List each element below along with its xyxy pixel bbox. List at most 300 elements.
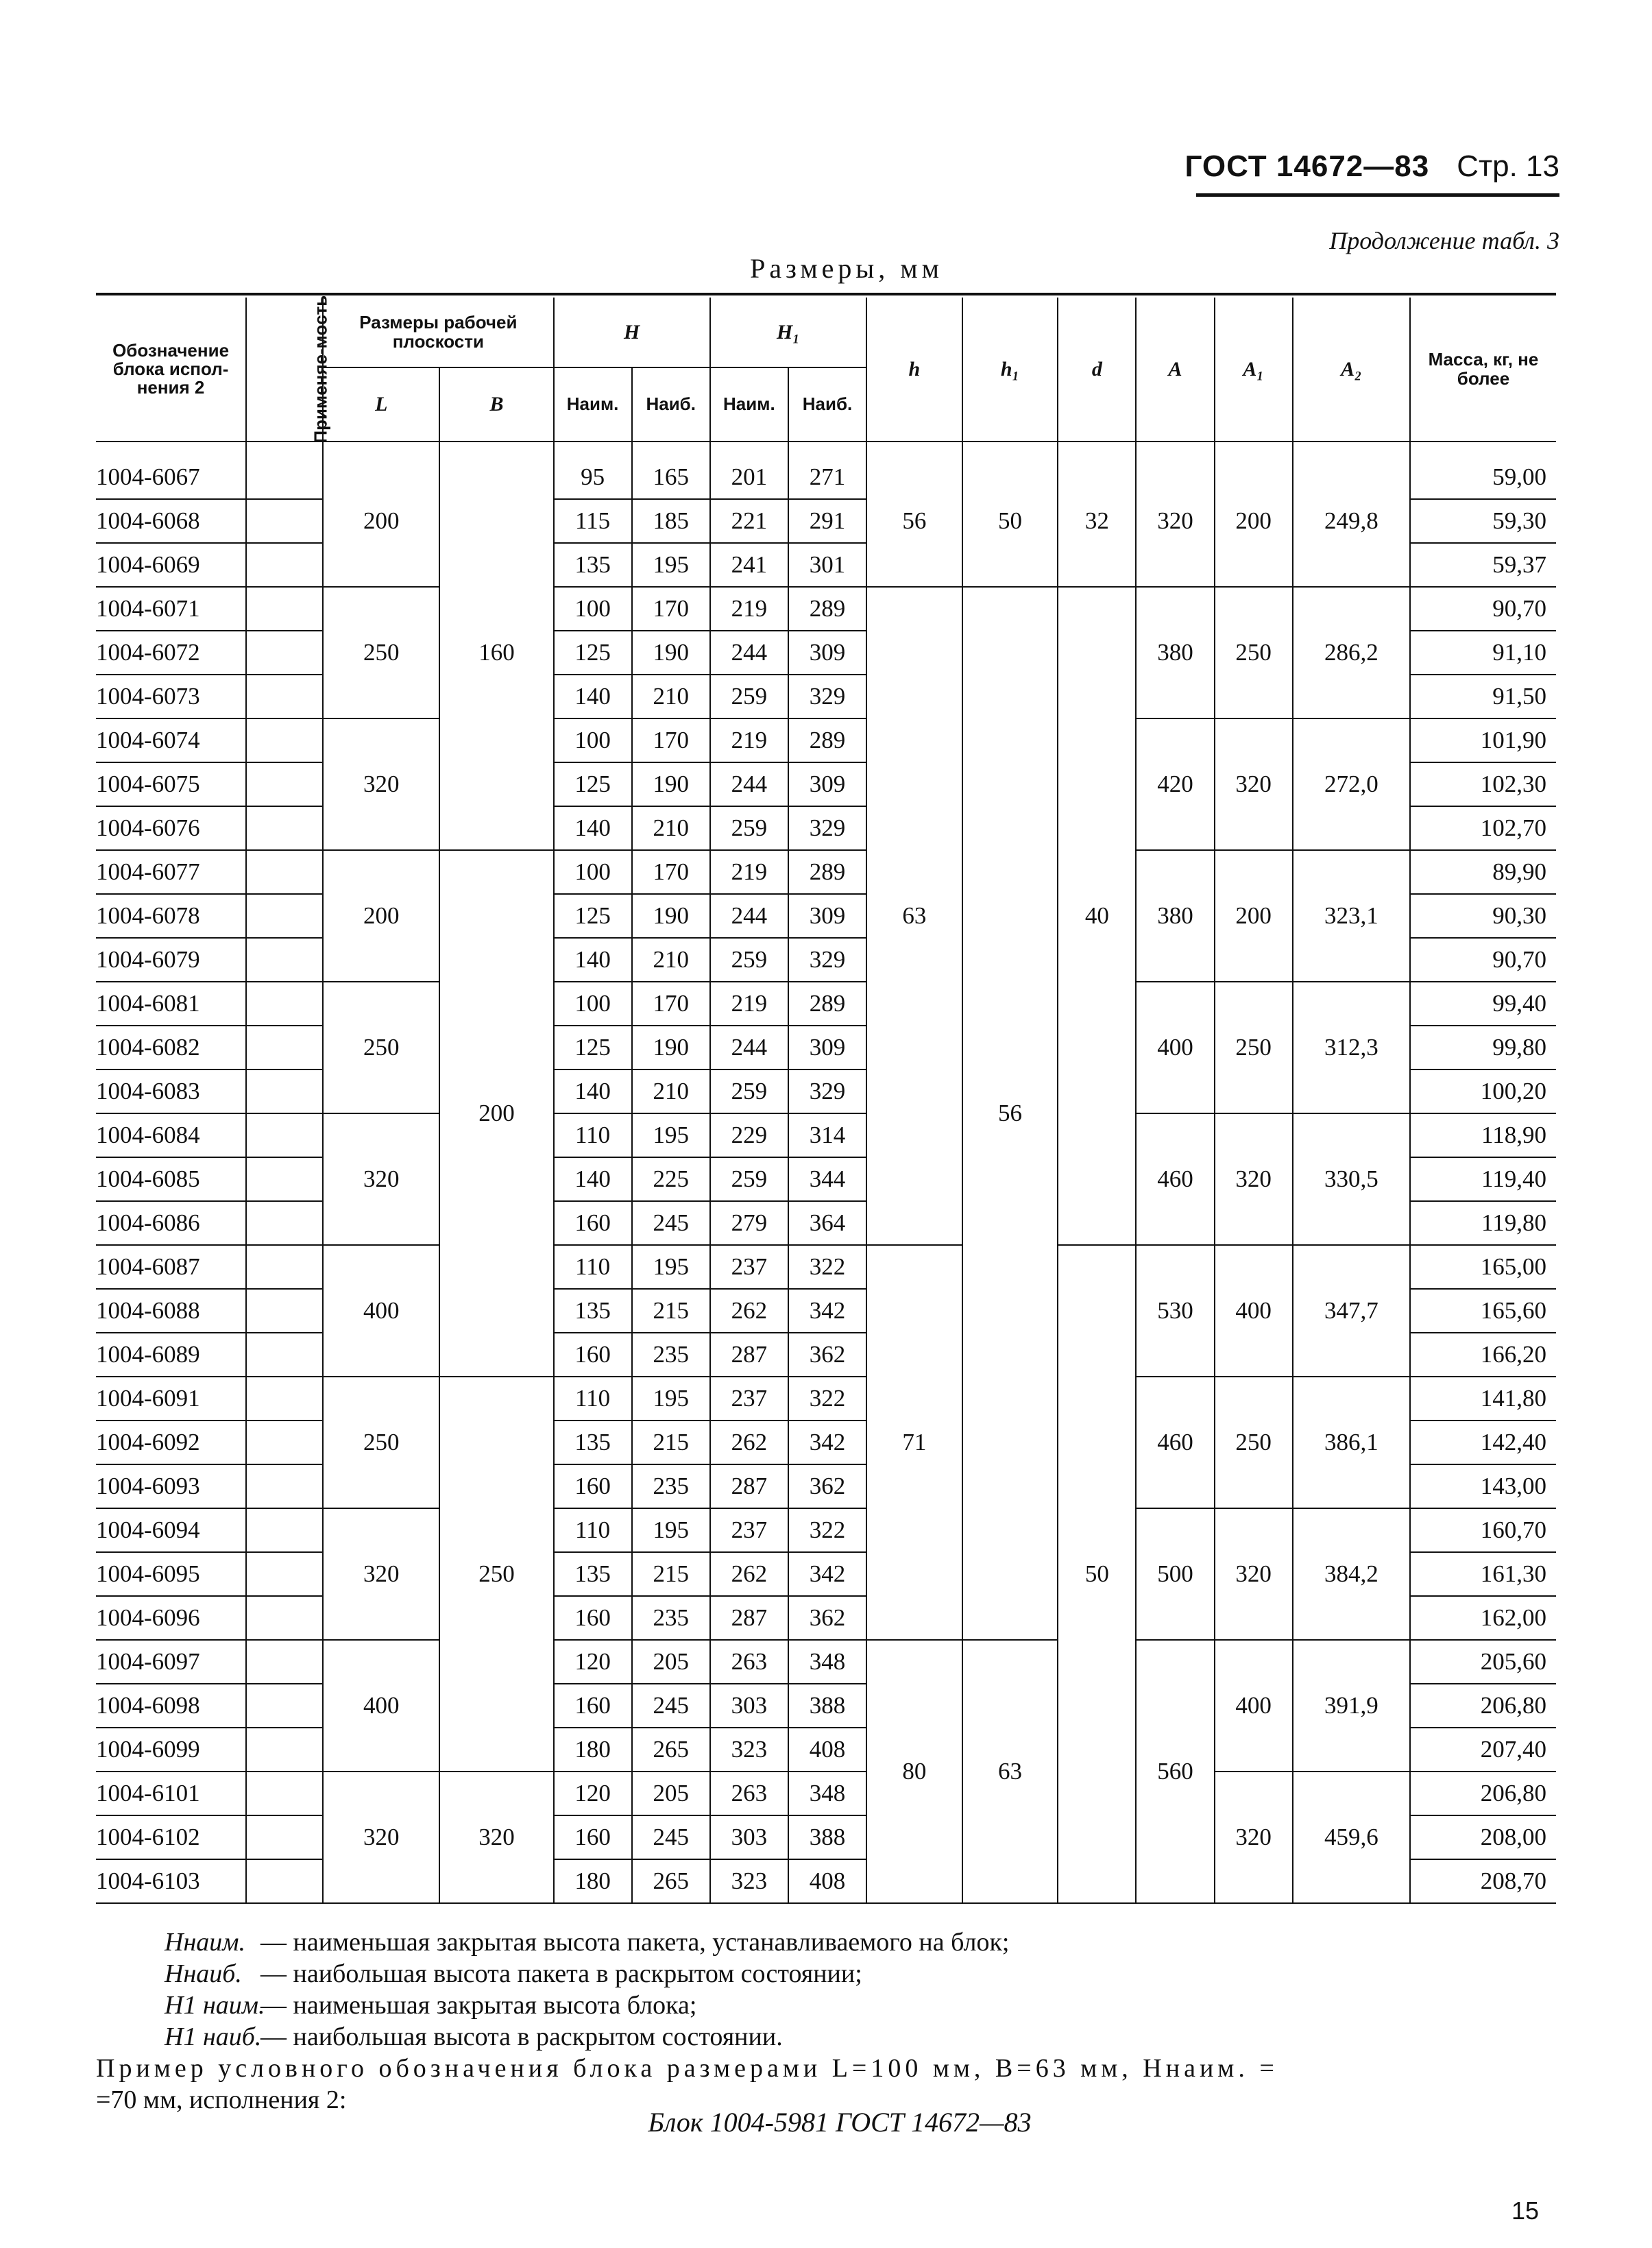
col-H-max: Наиб. xyxy=(632,367,710,442)
H1-max-cell: 329 xyxy=(788,675,866,718)
designation-cell: 1004-6092 xyxy=(96,1421,246,1464)
mass-cell: 91,10 xyxy=(1410,631,1556,675)
H-max-cell: 215 xyxy=(632,1552,710,1596)
applicability-cell xyxy=(246,1201,323,1245)
H1-max-cell: 301 xyxy=(788,543,866,587)
H1-max-cell: 329 xyxy=(788,938,866,982)
H1-min-cell: 221 xyxy=(710,499,788,543)
H1-max-cell: 348 xyxy=(788,1772,866,1815)
designation-cell: 1004-6068 xyxy=(96,499,246,543)
H1-min-cell: 237 xyxy=(710,1508,788,1552)
H1-max-cell: 289 xyxy=(788,982,866,1026)
h-cell: 80 xyxy=(866,1640,962,1903)
H1-min-cell: 219 xyxy=(710,850,788,894)
designation-cell: 1004-6081 xyxy=(96,982,246,1026)
H1-min-cell: 259 xyxy=(710,675,788,718)
header-spacer-row xyxy=(96,442,1556,456)
H1-max-cell: 289 xyxy=(788,587,866,631)
designation-cell: 1004-6087 xyxy=(96,1245,246,1289)
L-cell: 400 xyxy=(323,1245,439,1377)
applicability-cell xyxy=(246,982,323,1026)
H1-max-cell: 408 xyxy=(788,1728,866,1772)
mass-cell: 100,20 xyxy=(1410,1069,1556,1113)
B-cell: 160 xyxy=(439,456,553,850)
H1-min-cell: 287 xyxy=(710,1464,788,1508)
H-min-cell: 100 xyxy=(554,850,632,894)
designation-cell: 1004-6076 xyxy=(96,806,246,850)
A-cell: 460 xyxy=(1136,1377,1214,1508)
A1-cell: 320 xyxy=(1215,718,1293,850)
A2-cell: 391,9 xyxy=(1293,1640,1410,1772)
h1-cell: 50 xyxy=(962,456,1058,587)
H1-max-cell: 314 xyxy=(788,1113,866,1157)
applicability-cell xyxy=(246,1245,323,1289)
d-cell: 32 xyxy=(1058,456,1136,587)
H-max-cell: 170 xyxy=(632,587,710,631)
designation-cell: 1004-6075 xyxy=(96,762,246,806)
A-cell: 320 xyxy=(1136,456,1214,587)
table-row xyxy=(96,718,1556,762)
mass-cell: 101,90 xyxy=(1410,718,1556,762)
mass-cell: 59,00 xyxy=(1410,456,1556,499)
header-underline xyxy=(1196,193,1559,197)
A-cell: 500 xyxy=(1136,1508,1214,1640)
col-H-min: Наим. xyxy=(554,367,632,442)
H-min-cell: 100 xyxy=(554,587,632,631)
applicability-cell xyxy=(246,938,323,982)
col-applicability: Применяе-мость xyxy=(246,298,323,442)
B-cell: 200 xyxy=(439,850,553,1377)
applicability-cell xyxy=(246,675,323,718)
H1-max-cell: 291 xyxy=(788,499,866,543)
H1-min-cell: 244 xyxy=(710,894,788,938)
H-min-cell: 180 xyxy=(554,1859,632,1903)
L-cell: 320 xyxy=(323,718,439,850)
A1-cell: 400 xyxy=(1215,1245,1293,1377)
col-work-surface: Размеры рабочей плоскости xyxy=(323,298,553,367)
H-max-cell: 210 xyxy=(632,938,710,982)
H1-max-cell: 271 xyxy=(788,456,866,499)
table-row xyxy=(96,1508,1556,1552)
designation-cell: 1004-6101 xyxy=(96,1772,246,1815)
applicability-cell xyxy=(246,762,323,806)
col-H1-min: Наим. xyxy=(710,367,788,442)
H1-max-cell: 289 xyxy=(788,850,866,894)
H-max-cell: 210 xyxy=(632,1069,710,1113)
A2-cell: 272,0 xyxy=(1293,718,1410,850)
H-min-cell: 135 xyxy=(554,543,632,587)
applicability-cell xyxy=(246,543,323,587)
h-cell: 56 xyxy=(866,456,962,587)
A2-cell: 286,2 xyxy=(1293,587,1410,718)
col-A: A xyxy=(1136,298,1214,442)
col-H1-max: Наиб. xyxy=(788,367,866,442)
H1-min-cell: 244 xyxy=(710,631,788,675)
A-cell: 560 xyxy=(1136,1640,1214,1903)
B-cell: 250 xyxy=(439,1377,553,1772)
applicability-cell xyxy=(246,1464,323,1508)
H1-max-cell: 362 xyxy=(788,1596,866,1640)
H-min-cell: 180 xyxy=(554,1728,632,1772)
page-header xyxy=(1185,149,1559,184)
H-max-cell: 170 xyxy=(632,850,710,894)
H1-min-cell: 237 xyxy=(710,1245,788,1289)
H-max-cell: 165 xyxy=(632,456,710,499)
H1-min-cell: 244 xyxy=(710,1026,788,1069)
H-min-cell: 135 xyxy=(554,1289,632,1333)
H-max-cell: 265 xyxy=(632,1728,710,1772)
H-min-cell: 160 xyxy=(554,1684,632,1728)
H-max-cell: 190 xyxy=(632,631,710,675)
H1-min-cell: 262 xyxy=(710,1421,788,1464)
mass-cell: 162,00 xyxy=(1410,1596,1556,1640)
H1-min-cell: 244 xyxy=(710,762,788,806)
A1-cell: 250 xyxy=(1215,1377,1293,1508)
H1-max-cell: 408 xyxy=(788,1859,866,1903)
H1-min-cell: 259 xyxy=(710,1069,788,1113)
applicability-cell xyxy=(246,1596,323,1640)
A-cell: 400 xyxy=(1136,982,1214,1113)
mass-cell: 205,60 xyxy=(1410,1640,1556,1684)
designation-cell: 1004-6096 xyxy=(96,1596,246,1640)
H-min-cell: 110 xyxy=(554,1113,632,1157)
H-max-cell: 265 xyxy=(632,1859,710,1903)
col-mass: Масса, кг, не более xyxy=(1410,298,1556,442)
table-row xyxy=(96,1640,1556,1684)
H-min-cell: 100 xyxy=(554,718,632,762)
mass-cell: 119,80 xyxy=(1410,1201,1556,1245)
applicability-cell xyxy=(246,1772,323,1815)
H1-max-cell: 322 xyxy=(788,1377,866,1421)
applicability-cell xyxy=(246,894,323,938)
mass-cell: 208,70 xyxy=(1410,1859,1556,1903)
designation-cell: 1004-6091 xyxy=(96,1377,246,1421)
mass-cell: 59,37 xyxy=(1410,543,1556,587)
applicability-cell xyxy=(246,1157,323,1201)
page-label: Стр. 13 xyxy=(1457,149,1559,183)
applicability-cell xyxy=(246,499,323,543)
mass-cell: 90,70 xyxy=(1410,938,1556,982)
H1-max-cell: 344 xyxy=(788,1157,866,1201)
B-cell: 320 xyxy=(439,1772,553,1903)
col-h1: h₁ xyxy=(962,298,1058,442)
H-max-cell: 195 xyxy=(632,1245,710,1289)
col-B: B xyxy=(439,367,553,442)
table-row xyxy=(96,850,1556,894)
H1-min-cell: 303 xyxy=(710,1815,788,1859)
H1-min-cell: 259 xyxy=(710,1157,788,1201)
table-body xyxy=(96,442,1556,1903)
table-row xyxy=(96,982,1556,1026)
applicability-cell xyxy=(246,1552,323,1596)
H1-max-cell: 309 xyxy=(788,762,866,806)
designation-cell: 1004-6097 xyxy=(96,1640,246,1684)
mass-cell: 165,60 xyxy=(1410,1289,1556,1333)
table-row xyxy=(96,1113,1556,1157)
H-max-cell: 195 xyxy=(632,543,710,587)
mass-cell: 99,40 xyxy=(1410,982,1556,1026)
H-max-cell: 185 xyxy=(632,499,710,543)
H1-min-cell: 219 xyxy=(710,587,788,631)
A1-cell: 200 xyxy=(1215,850,1293,982)
table-head xyxy=(96,295,1556,444)
H1-min-cell: 263 xyxy=(710,1772,788,1815)
H-min-cell: 160 xyxy=(554,1464,632,1508)
H1-max-cell: 362 xyxy=(788,1464,866,1508)
H-max-cell: 235 xyxy=(632,1464,710,1508)
L-cell: 400 xyxy=(323,1640,439,1772)
H1-min-cell: 237 xyxy=(710,1377,788,1421)
H-max-cell: 190 xyxy=(632,762,710,806)
H-min-cell: 120 xyxy=(554,1640,632,1684)
H-min-cell: 110 xyxy=(554,1508,632,1552)
H-min-cell: 95 xyxy=(554,456,632,499)
mass-cell: 161,30 xyxy=(1410,1552,1556,1596)
A2-cell: 386,1 xyxy=(1293,1377,1410,1508)
h1-cell: 56 xyxy=(962,587,1058,1640)
H1-min-cell: 279 xyxy=(710,1201,788,1245)
designation-cell: 1004-6083 xyxy=(96,1069,246,1113)
H1-min-cell: 229 xyxy=(710,1113,788,1157)
H-max-cell: 205 xyxy=(632,1772,710,1815)
H-min-cell: 140 xyxy=(554,1069,632,1113)
L-cell: 250 xyxy=(323,587,439,718)
A1-cell: 320 xyxy=(1215,1508,1293,1640)
mass-cell: 143,00 xyxy=(1410,1464,1556,1508)
table-row xyxy=(96,1377,1556,1421)
H1-min-cell: 323 xyxy=(710,1728,788,1772)
mass-cell: 206,80 xyxy=(1410,1772,1556,1815)
col-L: L xyxy=(323,367,439,442)
H1-max-cell: 342 xyxy=(788,1289,866,1333)
col-H1: H₁ xyxy=(710,298,866,367)
table-row xyxy=(96,456,1556,499)
mass-cell: 207,40 xyxy=(1410,1728,1556,1772)
table-row xyxy=(96,587,1556,631)
A2-cell: 330,5 xyxy=(1293,1113,1410,1245)
designation-cell: 1004-6094 xyxy=(96,1508,246,1552)
H-max-cell: 195 xyxy=(632,1508,710,1552)
H1-max-cell: 364 xyxy=(788,1201,866,1245)
H-max-cell: 245 xyxy=(632,1684,710,1728)
H1-max-cell: 329 xyxy=(788,1069,866,1113)
designation-cell: 1004-6086 xyxy=(96,1201,246,1245)
mass-cell: 165,00 xyxy=(1410,1245,1556,1289)
A-cell: 380 xyxy=(1136,850,1214,982)
H1-min-cell: 259 xyxy=(710,938,788,982)
designation-cell: 1004-6089 xyxy=(96,1333,246,1377)
H1-min-cell: 219 xyxy=(710,982,788,1026)
A1-cell: 320 xyxy=(1215,1772,1293,1903)
h1-cell: 63 xyxy=(962,1640,1058,1903)
A1-cell: 200 xyxy=(1215,456,1293,587)
applicability-cell xyxy=(246,1289,323,1333)
designation-cell: 1004-6103 xyxy=(96,1859,246,1903)
designation-cell: 1004-6069 xyxy=(96,543,246,587)
H-min-cell: 125 xyxy=(554,762,632,806)
designation-cell: 1004-6102 xyxy=(96,1815,246,1859)
A-cell: 380 xyxy=(1136,587,1214,718)
H1-max-cell: 342 xyxy=(788,1421,866,1464)
H1-max-cell: 309 xyxy=(788,1026,866,1069)
designation-cell: 1004-6078 xyxy=(96,894,246,938)
H1-min-cell: 263 xyxy=(710,1640,788,1684)
H-min-cell: 125 xyxy=(554,894,632,938)
designation-cell: 1004-6098 xyxy=(96,1684,246,1728)
H1-min-cell: 241 xyxy=(710,543,788,587)
example-line-2: =70 мм, исполнения 2: xyxy=(96,2086,347,2114)
mass-cell: 59,30 xyxy=(1410,499,1556,543)
L-cell: 200 xyxy=(323,456,439,587)
H1-max-cell: 362 xyxy=(788,1333,866,1377)
mass-cell: 89,90 xyxy=(1410,850,1556,894)
applicability-cell xyxy=(246,1508,323,1552)
H1-min-cell: 259 xyxy=(710,806,788,850)
H1-min-cell: 219 xyxy=(710,718,788,762)
applicability-cell xyxy=(246,1113,323,1157)
L-cell: 320 xyxy=(323,1508,439,1640)
H-max-cell: 245 xyxy=(632,1201,710,1245)
H1-min-cell: 201 xyxy=(710,456,788,499)
mass-cell: 208,00 xyxy=(1410,1815,1556,1859)
d-cell: 50 xyxy=(1058,1245,1136,1903)
H-min-cell: 110 xyxy=(554,1245,632,1289)
mass-cell: 99,80 xyxy=(1410,1026,1556,1069)
applicability-cell xyxy=(246,1026,323,1069)
L-cell: 320 xyxy=(323,1772,439,1903)
H-min-cell: 160 xyxy=(554,1333,632,1377)
col-h: h xyxy=(866,298,962,442)
H-min-cell: 140 xyxy=(554,806,632,850)
applicability-cell xyxy=(246,456,323,499)
d-cell: 40 xyxy=(1058,587,1136,1245)
mass-cell: 141,80 xyxy=(1410,1377,1556,1421)
applicability-cell xyxy=(246,1421,323,1464)
applicability-cell xyxy=(246,1684,323,1728)
H1-min-cell: 287 xyxy=(710,1596,788,1640)
A-cell: 460 xyxy=(1136,1113,1214,1245)
H-max-cell: 225 xyxy=(632,1157,710,1201)
H-min-cell: 140 xyxy=(554,1157,632,1201)
mass-cell: 90,70 xyxy=(1410,587,1556,631)
A-cell: 420 xyxy=(1136,718,1214,850)
H-max-cell: 195 xyxy=(632,1377,710,1421)
L-cell: 250 xyxy=(323,1377,439,1508)
designation-cell: 1004-6073 xyxy=(96,675,246,718)
H1-max-cell: 329 xyxy=(788,806,866,850)
H1-max-cell: 348 xyxy=(788,1640,866,1684)
applicability-cell xyxy=(246,1069,323,1113)
A1-cell: 400 xyxy=(1215,1640,1293,1772)
H-min-cell: 110 xyxy=(554,1377,632,1421)
dimensions-caption: Размеры, мм xyxy=(750,253,943,284)
H1-min-cell: 262 xyxy=(710,1552,788,1596)
mass-cell: 90,30 xyxy=(1410,894,1556,938)
H-min-cell: 160 xyxy=(554,1815,632,1859)
L-cell: 250 xyxy=(323,982,439,1113)
designation-cell: 1004-6072 xyxy=(96,631,246,675)
H-max-cell: 210 xyxy=(632,806,710,850)
designation-cell: 1004-6088 xyxy=(96,1289,246,1333)
H-min-cell: 125 xyxy=(554,631,632,675)
example-line-1: Пример условного обозначения блока размерами L=100 мм, B=63 мм, Hнаим. = xyxy=(96,2054,1278,2083)
A-cell: 530 xyxy=(1136,1245,1214,1377)
H-min-cell: 100 xyxy=(554,982,632,1026)
H-max-cell: 170 xyxy=(632,982,710,1026)
H-min-cell: 160 xyxy=(554,1201,632,1245)
applicability-cell xyxy=(246,1377,323,1421)
designation-cell: 1004-6084 xyxy=(96,1113,246,1157)
table-row xyxy=(96,1245,1556,1289)
applicability-cell xyxy=(246,850,323,894)
applicability-cell xyxy=(246,806,323,850)
note-h-min: Hнаим. — наименьшая закрытая высота пакета, устанавливаемого на блок; xyxy=(165,1928,1010,1957)
mass-cell: 102,70 xyxy=(1410,806,1556,850)
dimensions-table xyxy=(96,295,1556,1904)
A2-cell: 249,8 xyxy=(1293,456,1410,587)
table-continuation: Продолжение табл. 3 xyxy=(1329,227,1559,254)
A1-cell: 250 xyxy=(1215,587,1293,718)
H1-min-cell: 323 xyxy=(710,1859,788,1903)
H-max-cell: 205 xyxy=(632,1640,710,1684)
mass-cell: 206,80 xyxy=(1410,1684,1556,1728)
applicability-cell xyxy=(246,718,323,762)
H-max-cell: 215 xyxy=(632,1289,710,1333)
note-h-max: Hнаиб. — наибольшая высота пакета в раскрытом состоянии; xyxy=(165,1959,862,1988)
col-A2: A₂ xyxy=(1293,298,1410,442)
h-cell: 63 xyxy=(866,587,962,1245)
mass-cell: 102,30 xyxy=(1410,762,1556,806)
example-designation: Блок 1004-5981 ГОСТ 14672—83 xyxy=(648,2107,1032,2138)
applicability-cell xyxy=(246,1333,323,1377)
H1-max-cell: 322 xyxy=(788,1245,866,1289)
A2-cell: 459,6 xyxy=(1293,1772,1410,1903)
L-cell: 320 xyxy=(323,1113,439,1245)
designation-cell: 1004-6077 xyxy=(96,850,246,894)
applicability-cell xyxy=(246,1640,323,1684)
mass-cell: 91,50 xyxy=(1410,675,1556,718)
A2-cell: 384,2 xyxy=(1293,1508,1410,1640)
H1-max-cell: 342 xyxy=(788,1552,866,1596)
h-cell: 71 xyxy=(866,1245,962,1640)
applicability-cell xyxy=(246,1815,323,1859)
designation-cell: 1004-6074 xyxy=(96,718,246,762)
H1-max-cell: 289 xyxy=(788,718,866,762)
A2-cell: 312,3 xyxy=(1293,982,1410,1113)
H-min-cell: 120 xyxy=(554,1772,632,1815)
H-min-cell: 140 xyxy=(554,675,632,718)
H-max-cell: 170 xyxy=(632,718,710,762)
designation-cell: 1004-6082 xyxy=(96,1026,246,1069)
col-A1: A₁ xyxy=(1215,298,1293,442)
standard-number: ГОСТ 14672—83 xyxy=(1185,149,1430,183)
H-max-cell: 210 xyxy=(632,675,710,718)
mass-cell: 119,40 xyxy=(1410,1157,1556,1201)
H1-max-cell: 309 xyxy=(788,894,866,938)
H-max-cell: 215 xyxy=(632,1421,710,1464)
H-min-cell: 140 xyxy=(554,938,632,982)
H1-min-cell: 303 xyxy=(710,1684,788,1728)
table-row xyxy=(96,1772,1556,1815)
designation-cell: 1004-6093 xyxy=(96,1464,246,1508)
page-number: 15 xyxy=(1511,2197,1539,2225)
A2-cell: 347,7 xyxy=(1293,1245,1410,1377)
notes-block xyxy=(96,1926,1563,2116)
mass-cell: 166,20 xyxy=(1410,1333,1556,1377)
H1-max-cell: 388 xyxy=(788,1815,866,1859)
L-cell: 200 xyxy=(323,850,439,982)
H-min-cell: 115 xyxy=(554,499,632,543)
